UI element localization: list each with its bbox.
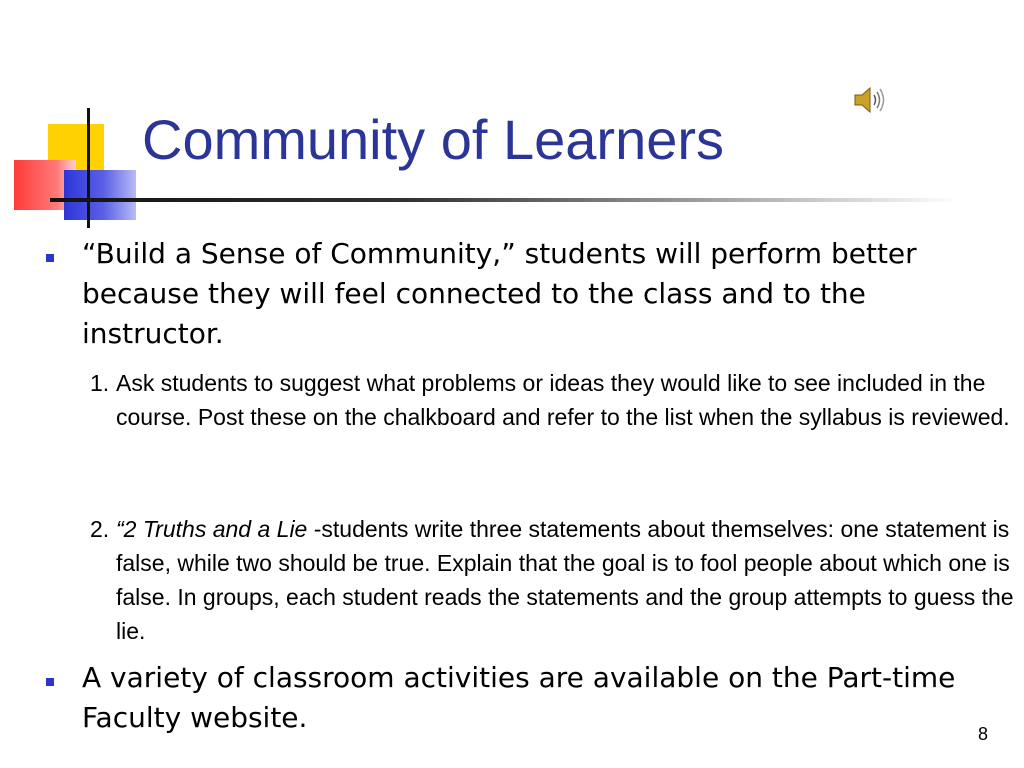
bullet-text: A variety of classroom activities are available on the Part-time Faculty website. (82, 661, 956, 734)
page-number: 8 (978, 724, 989, 744)
sub-item-italic-title: “2 Truths and a Lie (116, 516, 314, 542)
sub-item-content (116, 512, 1016, 648)
sub-item-text: Ask students to suggest what problems or ideas they would like to see included in the course. Post these on the chalkboard and refer to the list when the syllabus is reviewed. (116, 370, 1010, 430)
slide-title: Community of Learners (142, 108, 725, 171)
bullet-marker (46, 254, 54, 262)
bullet-text: “Build a Sense of Community,” students will perform better because they will feel connected to the class and to the instructor. (82, 237, 917, 350)
sub-item-number: 2. (90, 516, 110, 542)
title-underline (50, 198, 960, 202)
sub-item-number: 1. (90, 370, 110, 396)
decorative-vertical-line (87, 108, 90, 228)
bullet-marker (46, 678, 54, 686)
speaker-icon[interactable] (852, 84, 888, 116)
sub-item-text: -students write three statements about themselves: one statement is false, while two should be true. Explain that the goal is to fool people about which one is false. In groups, each student reads the statements and the group attempts to guess the lie. (116, 516, 1014, 644)
decorative-blue-square (64, 170, 136, 220)
